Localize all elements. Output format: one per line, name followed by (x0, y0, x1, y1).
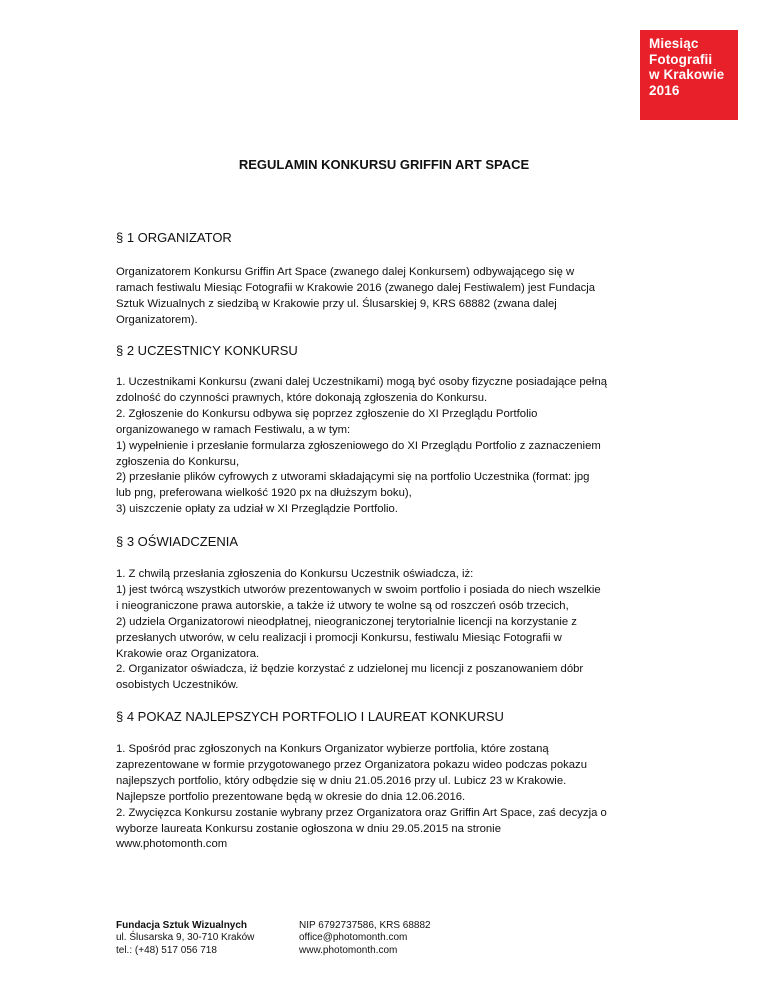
footer-email: office@photomonth.com (299, 932, 408, 944)
footer-org-name: Fundacja Sztuk Wizualnych (116, 920, 248, 931)
text-line: 1) jest twórcą wszystkich utworów prezentowanych w swoim portfolio i posiada do niech wszelkie (116, 583, 601, 596)
text-line: najlepszych portfolio, który odbędzie się w dniu 21.05.2016 przy ul. Lubicz 23 w Krakowie. (116, 774, 567, 787)
section-4-heading: § 4 POKAZ NAJLEPSZYCH PORTFOLIO I LAUREAT KONKURSU (116, 709, 504, 724)
text-line: i nieograniczone prawa autorskie, a także iż utwory te wolne są od roszczeń osób trzecich, (116, 599, 569, 612)
text-line: 1) wypełnienie i przesłanie formularza zgłoszeniowego do XI Przeglądu Portfolio z zaznaczeniem (116, 439, 601, 452)
document-title: REGULAMIN KONKURSU GRIFFIN ART SPACE (238, 157, 530, 172)
logo-line: Fotografii (649, 51, 713, 67)
section-2-body (116, 375, 656, 518)
text-line: 2) udziela Organizatorowi nieodpłatnej, nieograniczonej terytorialnie licencji na korzystanie z (116, 615, 577, 628)
logo-line: w Krakowie (649, 67, 725, 82)
text-line: 2) przesłanie plików cyfrowych z utworami składającymi się na portfolio Uczestnika (format: jpg (116, 471, 590, 484)
logo-line: 2016 (649, 82, 680, 98)
text-line: www.photomonth.com (116, 838, 228, 851)
footer-address: ul. Ślusarska 9, 30-710 Kraków (116, 932, 255, 944)
text-line: Organizatorem). (116, 313, 198, 326)
festival-logo (640, 30, 738, 120)
section-4-body (116, 742, 656, 853)
text-line: przesłanych utworów, w celu realizacji i promocji Konkursu, festiwalu Miesiąc Fotografii w (116, 631, 562, 644)
text-line: 1. Spośród prac zgłoszonych na Konkurs Organizator wybierze portfolia, które zostaną (116, 743, 549, 755)
footer-organization (116, 920, 254, 957)
text-line: 2. Zwycięzca Konkursu zostanie wybrany przez Organizatora oraz Griffin Art Space, zaś decyzja o (116, 806, 607, 819)
text-line: 1. Uczestnikami Konkursu (zwani dalej Uczestnikami) mogą być osoby fizyczne posiadające pełną (116, 376, 608, 388)
text-line: 2. Organizator oświadcza, iż będzie korzystać z udzielonej mu licencji z poszanowaniem dóbr (116, 663, 584, 676)
section-1-body (116, 265, 656, 329)
text-line: 3) uiszczenie opłaty za udział w XI Przeglądzie Portfolio. (116, 503, 398, 516)
text-line: zgłoszenia do Konkursu, (116, 455, 240, 468)
text-line: zdolność do czynności prawnych, które dokonają zgłoszenia do Konkursu. (116, 391, 488, 404)
footer-phone: tel.: (+48) 517 056 718 (116, 944, 217, 956)
text-line: 1. Z chwilą przesłania zgłoszenia do Konkursu Uczestnik oświadcza, iż: (116, 568, 474, 580)
text-line: zaprezentowane w formie przygotowanego przez Organizatora pokazu wideo podczas pokazu (116, 758, 587, 771)
text-line: ramach festiwalu Miesiąc Fotografii w Krakowie 2016 (zwanego dalej Festiwalem) jest Fundacja (116, 281, 596, 294)
section-3-heading: § 3 OŚWIADCZENIA (116, 534, 239, 549)
text-line: wyborze laureata Konkursu zostanie ogłoszona w dniu 29.05.2015 na stronie (116, 822, 501, 835)
text-line: osobistych Uczestników. (116, 679, 239, 692)
logo-line: Miesiąc (649, 36, 699, 51)
footer-contact (299, 920, 431, 957)
section-2-heading: § 2 UCZESTNICY KONKURSU (116, 343, 298, 358)
text-line: Najlepsze portfolio prezentowane będą w okresie do dnia 12.06.2016. (116, 790, 466, 803)
text-line: lub png, preferowana wielkość 1920 px na dłuższym boku), (116, 487, 412, 500)
section-3-body (116, 567, 656, 694)
footer-ids: NIP 6792737586, KRS 68882 (299, 920, 431, 931)
text-line: 2. Zgłoszenie do Konkursu odbywa się poprzez zgłoszenie do XI Przeglądu Portfolio (116, 407, 538, 420)
text-line: Sztuk Wizualnych z siedzibą w Krakowie przy ul. Ślusarskiej 9, KRS 68882 (zwana dalej (116, 297, 557, 310)
section-1-heading: § 1 ORGANIZATOR (116, 230, 232, 245)
text-line: organizowanego w ramach Festiwalu, a w tym: (116, 423, 351, 436)
footer-website: www.photomonth.com (299, 944, 398, 956)
text-line: Organizatorem Konkursu Griffin Art Space (zwanego dalej Konkursem) odbywającego się w (116, 266, 575, 278)
text-line: Krakowie oraz Organizatora. (116, 647, 260, 660)
